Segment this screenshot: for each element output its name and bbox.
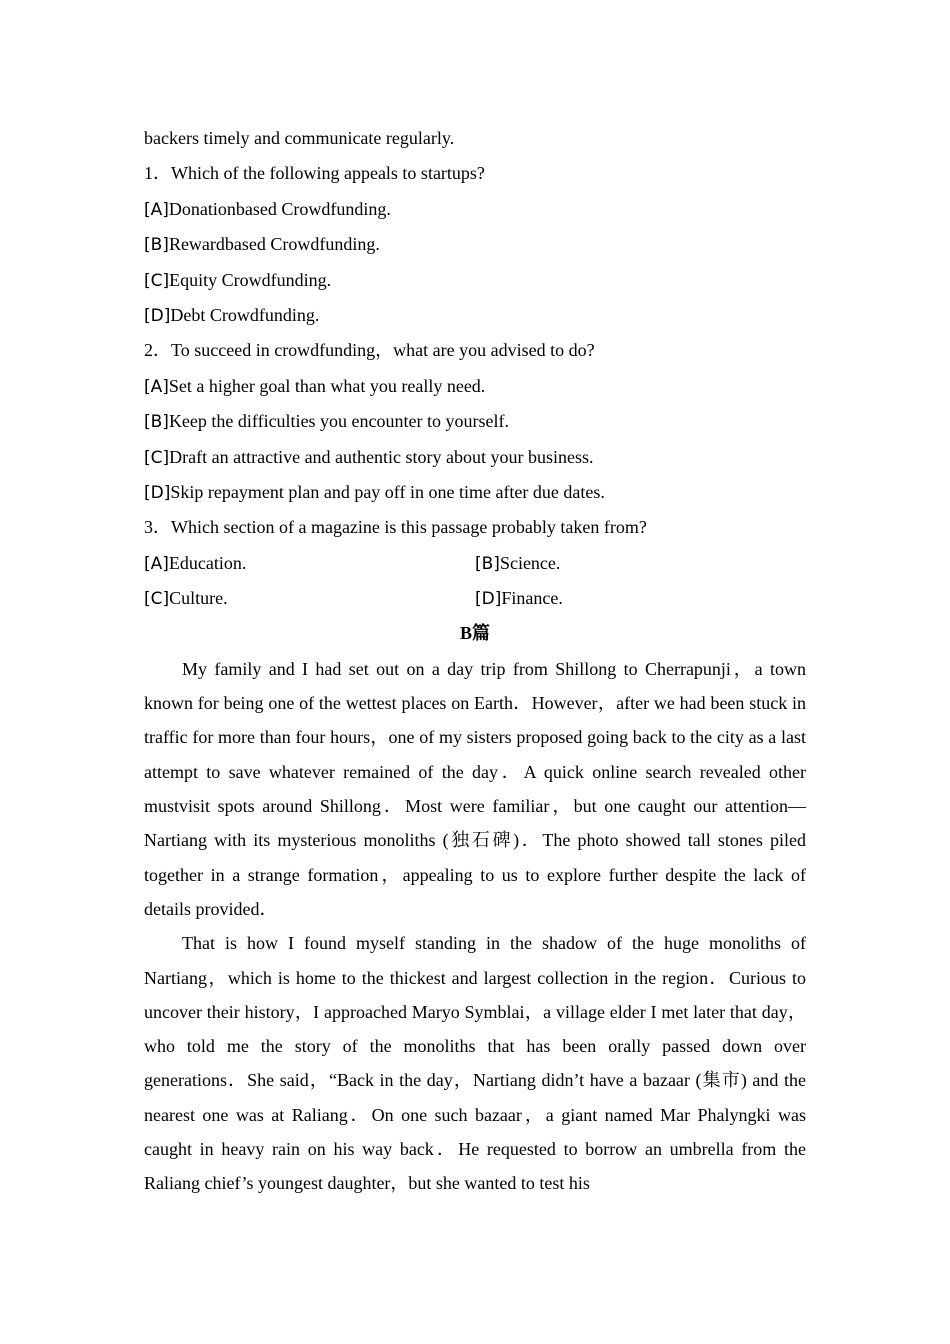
option-text: Debt Crowdfunding.: [170, 304, 320, 325]
question-3-option-d: [475, 581, 806, 616]
option-text: Education.: [168, 552, 247, 573]
option-mark: [B]: [144, 235, 169, 256]
document-page: [144, 121, 806, 1201]
option-mark: [A]: [144, 376, 169, 397]
option-mark: [B]: [144, 412, 169, 433]
question-number: 2: [144, 340, 153, 361]
option-text: Draft an attractive and authentic story about your business.: [169, 446, 594, 467]
option-text: Finance.: [501, 588, 563, 609]
question-3-option-a: [144, 546, 475, 581]
section-title: B篇: [459, 623, 490, 644]
option-mark: [A]: [144, 199, 169, 220]
question-2-option-b: [144, 404, 806, 439]
question-1-option-c: [144, 263, 806, 298]
question-text: To succeed in crowdfunding，what are you advised to do?: [171, 340, 595, 361]
option-mark: [C]: [144, 589, 170, 610]
question-1-option-b: [144, 227, 806, 262]
option-text: Keep the difficulties you encounter to yourself.: [168, 411, 510, 432]
continued-text-line: backers timely and communicate regularly.: [144, 128, 455, 148]
option-mark: [C]: [144, 447, 170, 468]
option-text: Science.: [499, 552, 561, 573]
passage-paragraph-2: That is how I found myself standing in the shadow of the huge monoliths of Nartiang，which is home to the thickest and largest collection in the region．Curious to uncover their history，I approached Maryo Symblai，a village elder I met later that day，who told me the story of the monoliths that has been orally passed down over generations．She said，“Back in the day，Nartiang didn’t have a bazaar (集市) and the nearest one was at Raliang．On one such bazaar，a giant named Mar Phalyngki was caught in heavy rain on his way back．He requested to borrow an umbrella from the Raliang chief’s youngest daughter，but she wanted to test his: [144, 933, 806, 1194]
option-mark: [D]: [144, 305, 171, 326]
option-mark: [D]: [475, 589, 502, 610]
passage-paragraph-1: My family and I had set out on a day trip from Shillong to Cherrapunji，a town known for being one of the wettest places on Earth．However，after we had been stuck in traffic for more than four hours，one of my sisters proposed going back to the city as a last attempt to save whatever remained of the day．A quick online search revealed other mustvisit spots around Shillong．Most were familiar，but one caught our attention—Nartiang with its mysterious monoliths (独石碑)．The photo showed tall stones piled together in a strange formation，appealing to us to explore further despite the lack of details provided．: [144, 658, 806, 919]
option-text: Skip repayment plan and pay off in one time after due dates.: [170, 481, 605, 502]
option-text: Culture.: [169, 588, 228, 609]
question-text: Which section of a magazine is this passage probably taken from?: [171, 517, 647, 538]
question-number: 1: [144, 163, 153, 184]
option-mark: [A]: [144, 553, 169, 574]
option-text: Rewardbased Crowdfunding.: [168, 234, 380, 255]
question-3-stem: 3．Which section of a magazine is this passage probably taken from?: [144, 517, 647, 538]
option-text: Set a higher goal than what you really need.: [168, 375, 486, 396]
option-mark: [D]: [144, 482, 171, 503]
question-3-option-b: [475, 546, 806, 581]
question-1-stem: 1．Which of the following appeals to startups?: [144, 163, 485, 184]
option-mark: [B]: [475, 553, 500, 574]
question-text: Which of the following appeals to startups?: [171, 163, 485, 184]
question-1-option-a: [144, 192, 806, 227]
question-2-stem: 2．To succeed in crowdfunding，what are you advised to do?: [144, 340, 595, 361]
option-mark: [C]: [144, 270, 170, 291]
question-2-option-c: [144, 440, 806, 475]
question-1-option-d: [144, 298, 806, 333]
question-2-option-d: [144, 475, 806, 510]
question-3-options-row-1: [144, 546, 806, 581]
question-2-option-a: [144, 369, 806, 404]
question-3-options-row-2: [144, 581, 806, 616]
option-text: Donationbased Crowdfunding.: [168, 198, 391, 219]
question-3-option-c: [144, 581, 475, 616]
question-number: 3: [144, 517, 153, 538]
option-text: Equity Crowdfunding.: [169, 269, 332, 290]
